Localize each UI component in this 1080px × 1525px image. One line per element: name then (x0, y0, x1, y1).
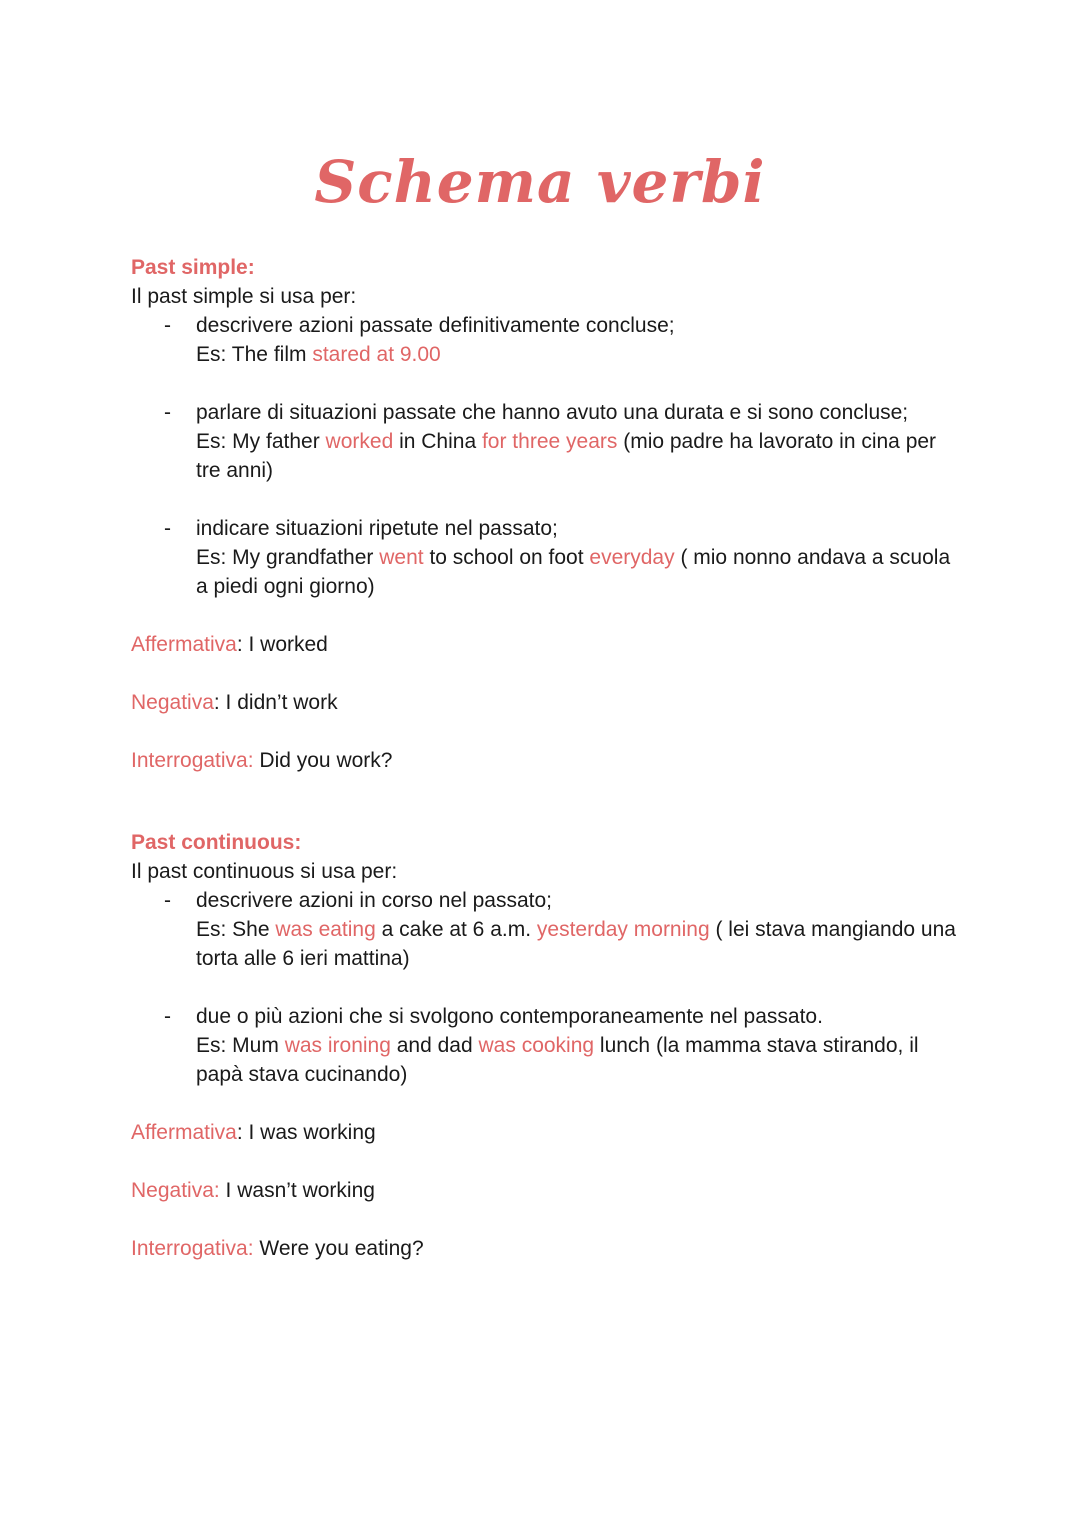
form-value: : I worked (236, 633, 328, 656)
section-heading: Past simple: (131, 256, 255, 279)
bullet-text: descrivere azioni in corso nel passato; (196, 889, 553, 912)
spacer (131, 1205, 961, 1234)
example-text: Es: She (196, 918, 276, 941)
example-text: ( lei stava mangiando una torta alle 6 ieri mattina) (196, 918, 956, 970)
bullet-list (164, 311, 961, 601)
highlight-text: yesterday morning (536, 918, 710, 941)
form-line (131, 630, 961, 659)
dash-marker: - (164, 314, 171, 337)
example-text: Es: My grandfather (196, 546, 380, 569)
form-line (131, 1234, 961, 1263)
highlight-text: worked (325, 430, 394, 453)
bullet-list (164, 886, 961, 1089)
highlight-text: was eating (275, 918, 376, 941)
section-intro: Il past continuous si usa per: (131, 860, 398, 883)
dash-marker: - (164, 517, 171, 540)
example-text: to school on foot (423, 546, 590, 569)
bullet-text: due o più azioni che si svolgono contemporaneamente nel passato. (196, 1005, 823, 1028)
form-label: Interrogativa: (131, 749, 254, 772)
form-value: Did you work? (253, 749, 393, 772)
bullet-item (164, 311, 961, 369)
form-label: Affermativa (131, 1121, 237, 1144)
form-label: Negativa (131, 691, 214, 714)
form-line (131, 1118, 961, 1147)
example-line (196, 915, 961, 973)
example-text: Es: Mum (196, 1034, 285, 1057)
bullet-item (164, 514, 961, 601)
example-text: Es: My father (196, 430, 326, 453)
form-line (131, 688, 961, 717)
example-line (196, 427, 961, 485)
spacer (131, 659, 961, 688)
spacer (131, 1147, 961, 1176)
highlight-text: for three years (481, 430, 618, 453)
bullet-item (164, 1002, 961, 1089)
bullet-item (164, 886, 961, 973)
example-text: a cake at 6 a.m. (375, 918, 537, 941)
form-label: Interrogativa: (131, 1237, 254, 1260)
form-line (131, 746, 961, 775)
example-line (196, 1031, 961, 1089)
highlight-text: went (379, 546, 424, 569)
spacer (131, 717, 961, 746)
form-value: : I was working (236, 1121, 376, 1144)
dash-marker: - (164, 401, 171, 424)
section-past-simple (131, 253, 961, 775)
bullet-text: parlare di situazioni passate che hanno avuto una durata e si sono concluse; (196, 401, 909, 424)
dash-marker: - (164, 889, 171, 912)
section-heading: Past continuous: (131, 831, 302, 854)
dash-marker: - (164, 1005, 171, 1028)
example-text: Es: The film (196, 343, 313, 366)
form-label: Negativa: (131, 1179, 220, 1202)
highlight-text: everyday (589, 546, 675, 569)
highlight-text: was ironing (284, 1034, 391, 1057)
example-text: (mio padre ha lavorato in cina per tre anni) (196, 430, 937, 482)
example-line (196, 543, 961, 601)
example-text: lunch (la mamma stava stirando, il papà stava cucinando) (196, 1034, 919, 1086)
highlight-text: was cooking (478, 1034, 595, 1057)
bullet-text: descrivere azioni passate definitivamente concluse; (196, 314, 675, 337)
form-label: Affermativa (131, 633, 237, 656)
form-value: Were you eating? (253, 1237, 424, 1260)
bullet-text: indicare situazioni ripetute nel passato; (196, 517, 558, 540)
page-title: Schema verbi (314, 148, 766, 216)
section-past-continuous (131, 828, 961, 1263)
example-text: in China (393, 430, 482, 453)
section-intro: Il past simple si usa per: (131, 285, 357, 308)
bullet-item (164, 398, 961, 485)
form-value: I wasn’t working (219, 1179, 375, 1202)
form-line (131, 1176, 961, 1205)
example-text: and dad (390, 1034, 479, 1057)
form-value: : I didn’t work (213, 691, 338, 714)
highlight-text: stared at 9.00 (312, 343, 441, 366)
example-line (196, 340, 961, 369)
example-text: ( mio nonno andava a scuola a piedi ogni giorno) (196, 546, 951, 598)
